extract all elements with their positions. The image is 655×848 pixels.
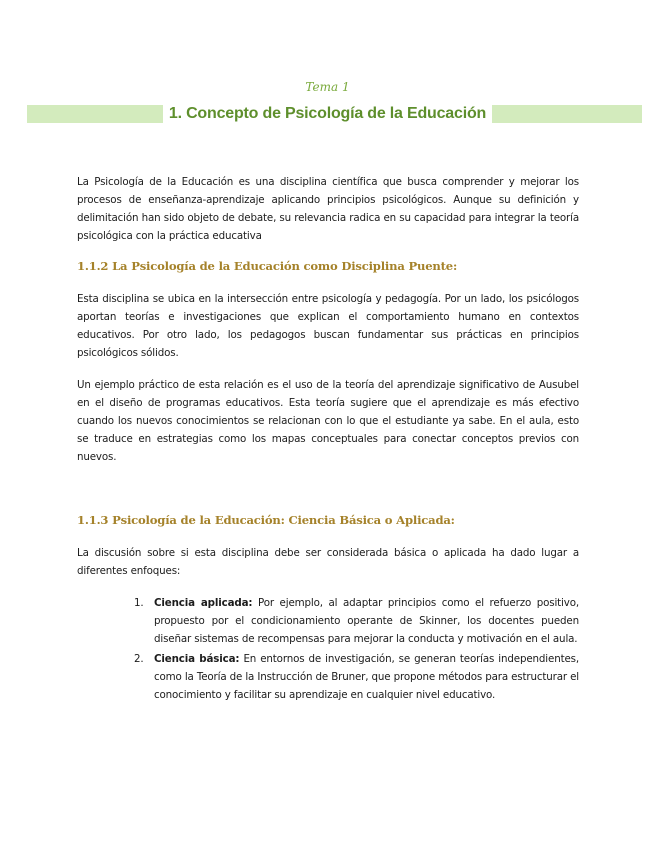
list-item xyxy=(130,650,579,704)
intro-paragraph: La Psicología de la Educación es una disciplina científica que busca comprender y mejorar los procesos de enseñanza-aprendizaje aplicando principios psicológicos. Aunque su definición y delimitación han sido objeto de debate, su relevancia radica en su capacidad para integrar la teoría psicológica con la práctica educativa xyxy=(77,176,579,242)
section-heading-1-1-2: 1.1.2 La Psicología de la Educación como Disciplina Puente: xyxy=(77,259,458,273)
list-item-text: En entornos de investigación, se generan teorías independientes, como la Teoría de la Instrucción de Bruner, que propone métodos para estructurar el conocimiento y facilitar su aprendizaje en cualquier nivel educativo. xyxy=(154,653,579,701)
numbered-list xyxy=(130,594,579,706)
page-title: 1. Concepto de Psicología de la Educación xyxy=(163,103,492,125)
list-item-number: 2. xyxy=(134,653,144,665)
list-item-number: 1. xyxy=(134,597,144,609)
list-item-term: Ciencia aplicada: xyxy=(154,597,253,609)
section-1-1-3-paragraph-1: La discusión sobre si esta disciplina debe ser considerada básica o aplicada ha dado lugar a diferentes enfoques: xyxy=(77,547,579,577)
section-1-1-2-paragraph-1: Esta disciplina se ubica en la intersección entre psicología y pedagogía. Por un lado, los psicólogos aportan teorías e investigaciones que explican el comportamiento humano en contextos educativos. Por otro lado, los pedagogos buscan fundamentar sus prácticas en principios psicológicos sólidos. xyxy=(77,293,579,359)
list-item xyxy=(130,594,579,648)
section-heading-1-1-3: 1.1.3 Psicología de la Educación: Ciencia Básica o Aplicada: xyxy=(77,513,455,527)
list-item-term: Ciencia básica: xyxy=(154,653,240,665)
list-item-text: Por ejemplo, al adaptar principios como el refuerzo positivo, propuesto por el condicionamiento operante de Skinner, los docentes pueden diseñar sistemas de recompensas para mejorar la conducta y motivación en el aula. xyxy=(154,597,579,645)
section-1-1-2-paragraph-2: Un ejemplo práctico de esta relación es el uso de la teoría del aprendizaje significativo de Ausubel en el diseño de programas educativos. Esta teoría sugiere que el aprendizaje es más efectivo cuando los nuevos conocimientos se relacionan con lo que el estudiante ya sabe. En el aula, esto se traduce en estrategias como los mapas conceptuales para conectar conceptos previos con nuevos. xyxy=(77,379,579,463)
topic-label: Tema 1 xyxy=(305,80,350,94)
page-title-container xyxy=(0,103,655,125)
